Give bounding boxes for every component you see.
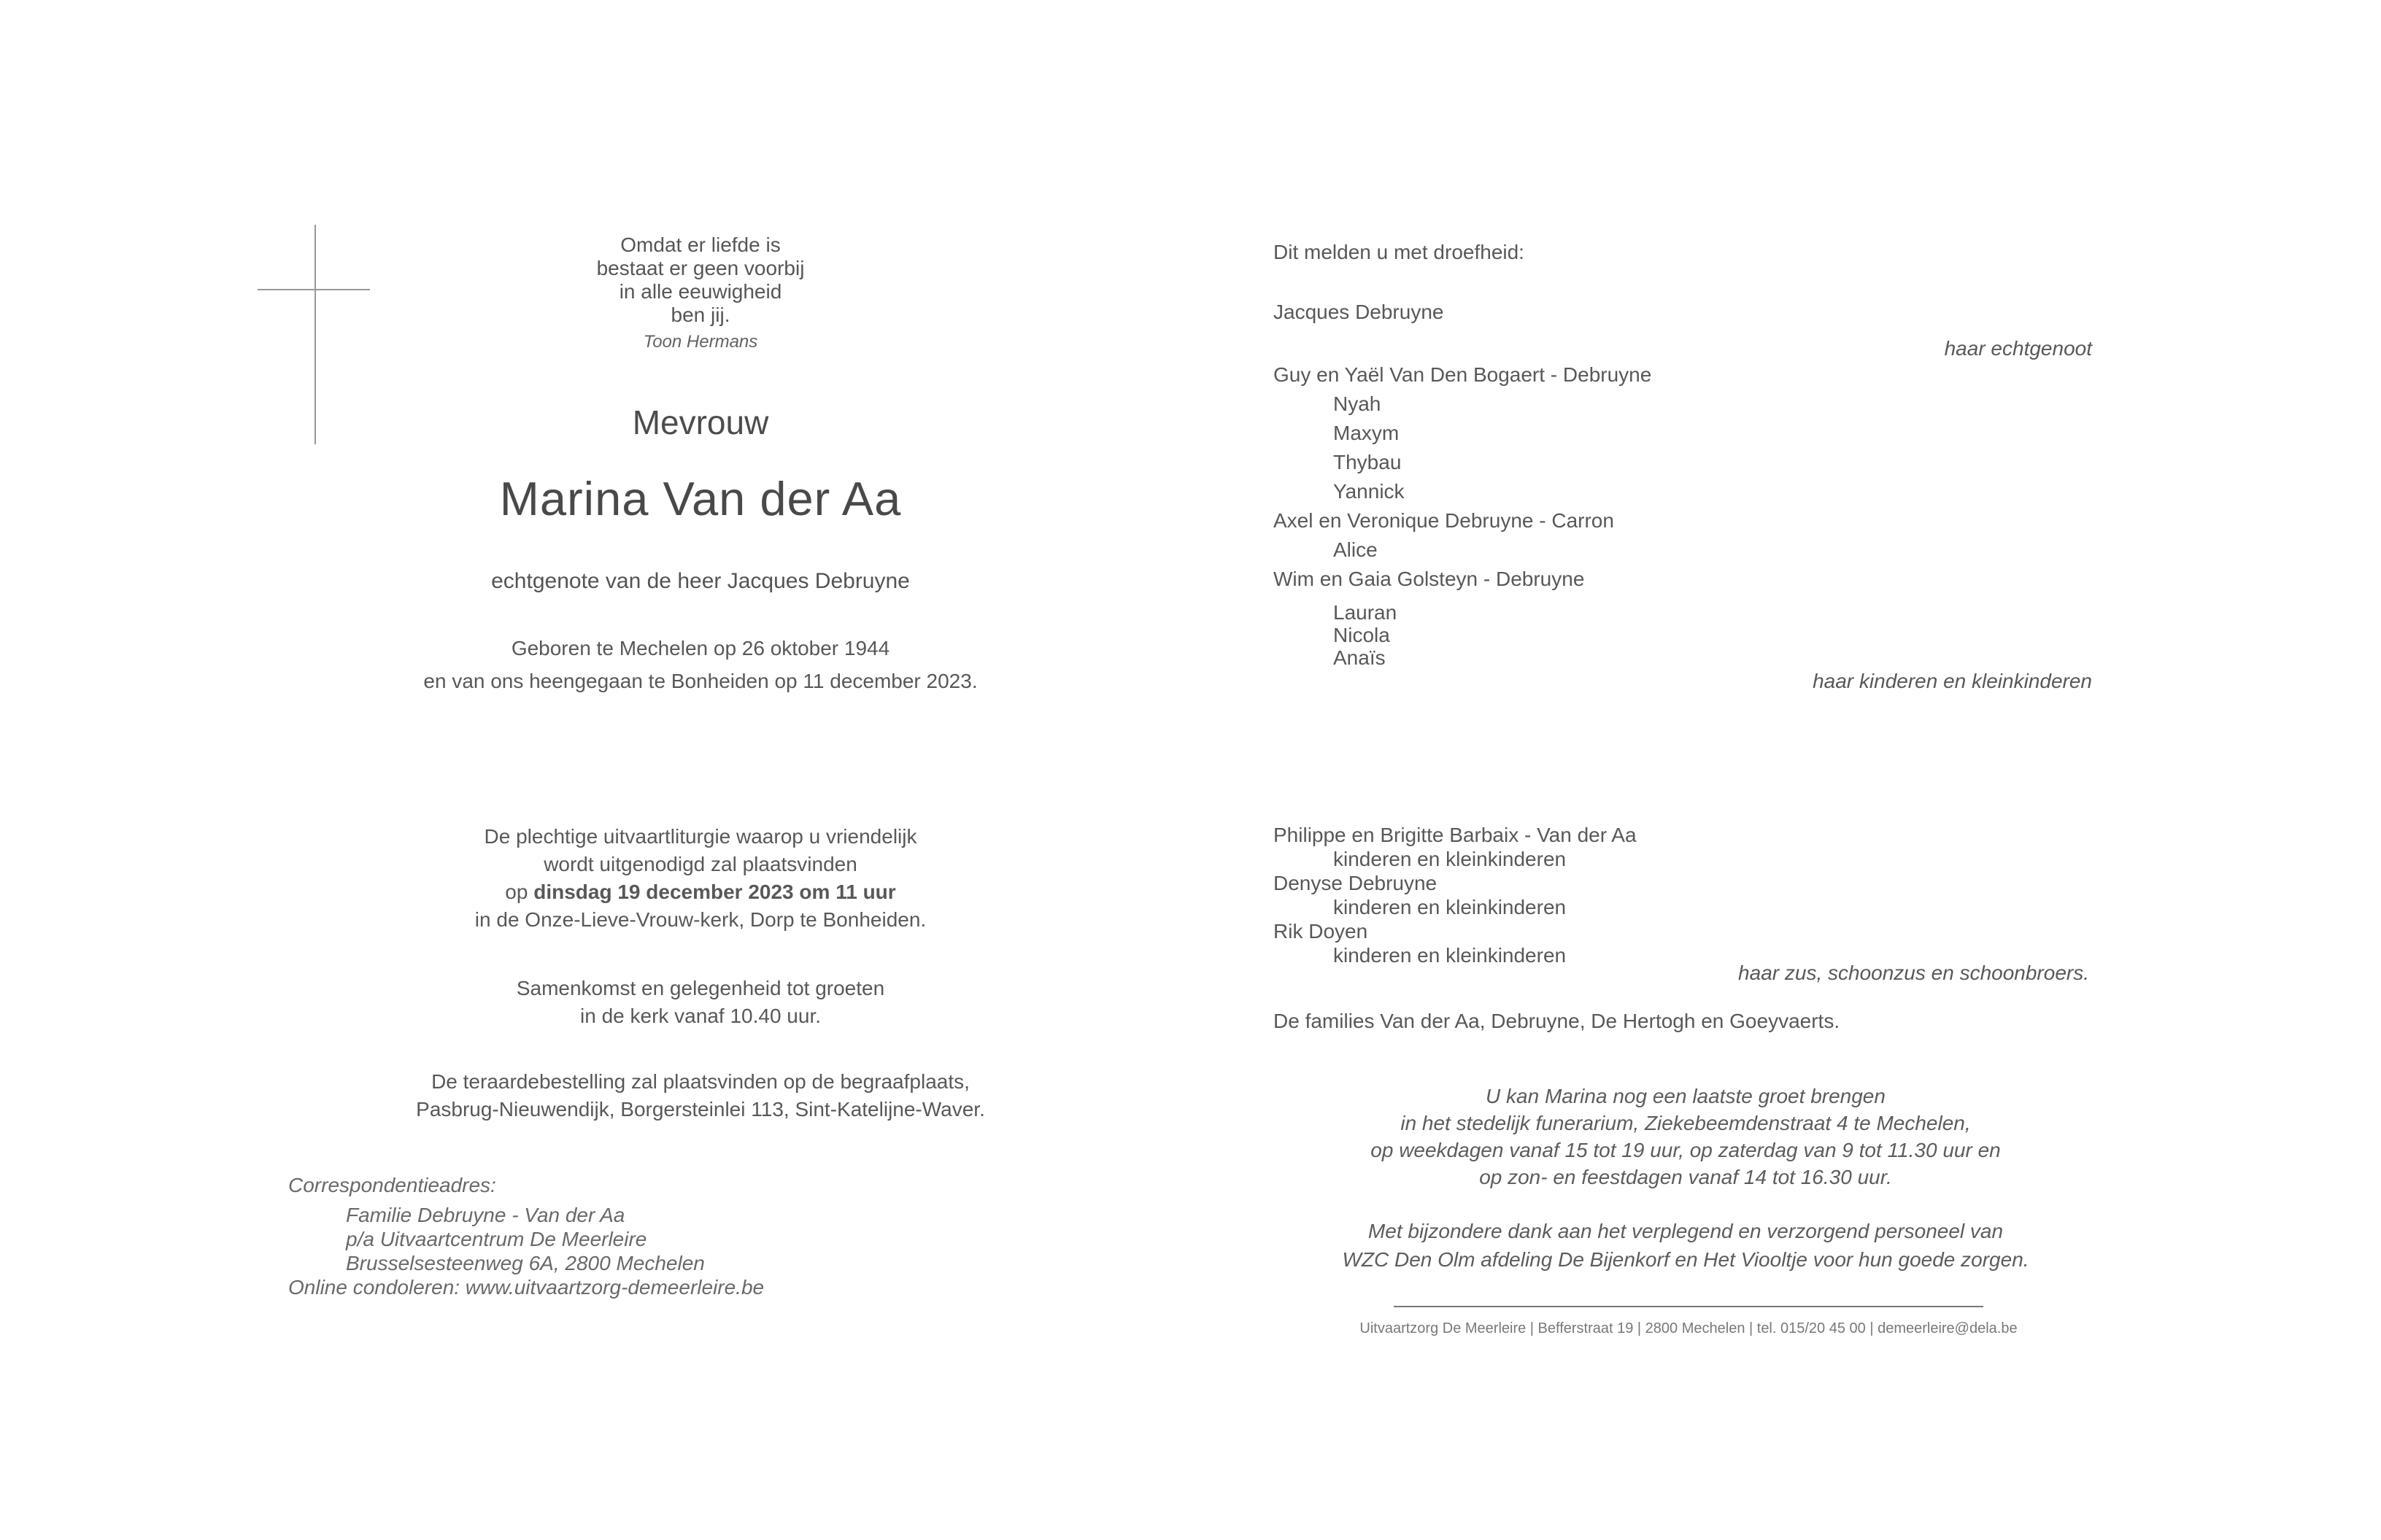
sibling-sub: kinderen en kleinkinderen [1333,848,1567,870]
burial-line: Pasbrug-Nieuwendijk, Borgersteinlei 113, Sint-Katelijne-Waver. [416,1098,985,1121]
gathering-line: in de kerk vanaf 10.40 uur. [580,1005,821,1027]
cross-vertical-line [314,225,316,444]
gathering-line: Samenkomst en gelegenheid tot groeten [516,977,885,999]
families-line: De families Van der Aa, Debruyne, De Hertogh en Goeyvaerts. [1273,1010,1840,1032]
siblings-role: haar zus, schoonzus en schoonbroers. [1738,961,2089,984]
announcement-intro: Dit melden u met droefheid: [1273,241,1524,263]
correspondence-line: Brusselsesteenweg 6A, 2800 Mechelen [346,1252,705,1274]
thanks-line: WZC Den Olm afdeling De Bijenkorf en Het Viooltje voor hun goede zorgen. [1342,1248,2029,1271]
cross-horizontal-line [258,289,370,290]
family-head: Axel en Veronique Debruyne - Carron [1273,509,1614,532]
grandchild-name: Lauran [1333,601,1397,624]
poem-line: Omdat er liefde is [620,233,781,256]
correspondence-address [288,1173,1018,1299]
birth-death-dates [363,632,1038,697]
poem-line: ben jij. [671,303,730,326]
grandchild-name: Maxym [1333,422,1400,444]
burial-line: De teraardebestelling zal plaatsvinden op de begraafplaats, [431,1070,970,1093]
visitation-line: in het stedelijk funerarium, Ziekebeemdenstraat 4 te Mechelen, [1400,1112,1971,1134]
birth-line: Geboren te Mechelen op 26 oktober 1944 [511,637,890,659]
footer-contact: Uitvaartzorg De Meerleire | Befferstraat 19 | 2800 Mechelen | tel. 015/20 45 00 | demeerleire@dela.be [1359,1320,2018,1336]
poem-line: bestaat er geen voorbij [596,257,805,279]
service-notice [363,823,1038,934]
service-datetime: dinsdag 19 december 2023 om 11 uur [533,881,896,903]
thanks-line: Met bijzondere dank aan het verplegend en verzorgend personeel van [1367,1220,2004,1242]
family-head: Wim en Gaia Golsteyn - Debruyne [1273,568,1585,590]
grandchild-name: Thybau [1333,451,1402,473]
grandchild-name: Nicola [1333,624,1390,646]
sibling-head: Rik Doyen [1273,920,1368,943]
burial-notice [327,1068,1074,1123]
sibling-sub: kinderen en kleinkinderen [1333,896,1567,918]
correspondence-line: Familie Debruyne - Van der Aa [346,1204,625,1226]
poem-line: in alle eeuwigheid [619,280,782,303]
sibling-head: Philippe en Brigitte Barbaix - Van der Aa [1273,824,1637,846]
siblings-list [1273,823,2098,967]
service-line: De plechtige uitvaartliturgie waarop u vriendelijk [484,825,917,848]
visitation-notice [1273,1083,2098,1191]
death-line: en van ons heengegaan te Bonheiden op 11 december 2023. [423,670,978,692]
sibling-sub: kinderen en kleinkinderen [1333,944,1567,967]
children-role: haar kinderen en kleinkinderen [1813,670,2092,692]
grandchild-name: Yannick [1333,480,1405,503]
grandchild-name: Nyah [1333,392,1381,415]
spouse-line: echtgenote van de heer Jacques Debruyne [491,569,910,593]
poem-author: Toon Hermans [643,332,758,352]
poem [436,233,965,354]
visitation-line: op weekdagen vanaf 15 tot 19 uur, op zaterdag van 9 tot 11.30 uur en [1370,1139,2001,1161]
correspondence-label: Correspondentieadres: [288,1174,496,1196]
visitation-line: U kan Marina nog een laatste groet brengen [1486,1085,1886,1107]
grandchild-name: Alice [1333,538,1378,561]
husband-role: haar echtgenoot [1944,337,2092,360]
gathering-notice [363,975,1038,1030]
sibling-head: Denyse Debruyne [1273,872,1438,894]
service-line: wordt uitgenodigd zal plaatsvinden [544,853,857,875]
thanks-notice [1273,1217,2098,1274]
salutation: Mevrouw [632,403,769,441]
grandchild-name: Anaïs [1333,646,1386,669]
online-condolence-line: Online condoleren: www.uitvaartzorg-demeerleire.be [288,1276,765,1299]
husband-name: Jacques Debruyne [1273,301,1444,323]
footer-divider [1394,1306,1983,1307]
visitation-line: op zon- en feestdagen vanaf 14 tot 16.30 uur. [1479,1166,1892,1188]
deceased-name: Marina Van der Aa [499,472,902,525]
service-line: in de Onze-Lieve-Vrouw-kerk, Dorp te Bonheiden. [474,908,927,931]
correspondence-line: p/a Uitvaartcentrum De Meerleire [346,1228,647,1250]
service-line: op dinsdag 19 december 2023 om 11 uur [505,881,896,903]
family-head: Guy en Yaël Van Den Bogaert - Debruyne [1273,363,1652,386]
children-families-list [1273,360,2098,669]
